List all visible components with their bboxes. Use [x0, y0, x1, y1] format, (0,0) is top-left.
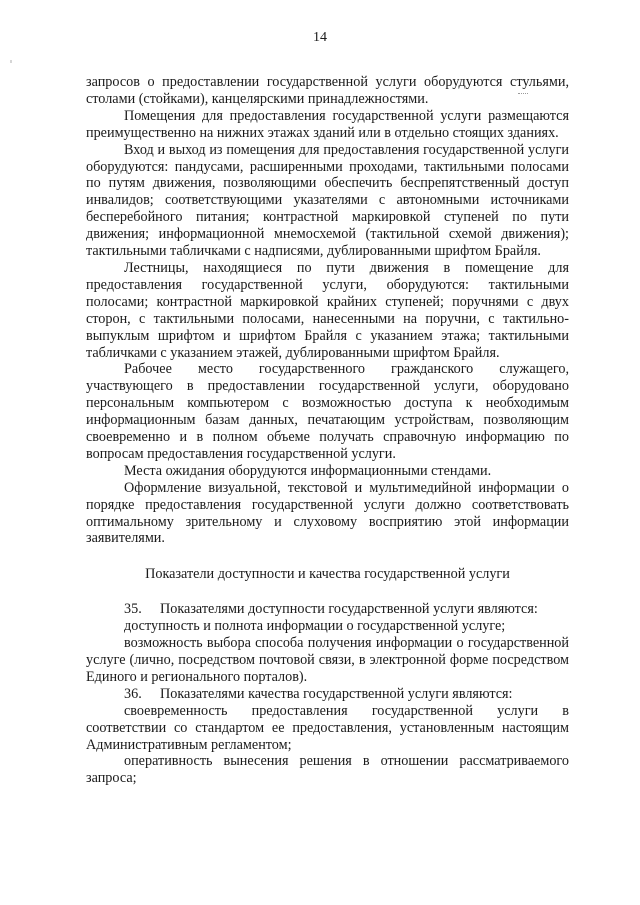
- item-text: Показателями качества государственной услуги являются:: [160, 685, 513, 702]
- paragraph-waiting-stands: Места ожидания оборудуются информационными стендами.: [124, 462, 492, 479]
- item-36: [86, 686, 569, 703]
- paragraph-workplace: Рабочее место государственного гражданского служащего, участвующего в предоставлении государственной услуги, оборудовано персональным компьютером с возможностью доступа к необходимым информационным базам данных, печатающим устройствам, позволяющим своевременно и в полном объеме получать справочную информацию по вопросам предоставления государственной услуги.: [86, 361, 569, 462]
- paragraph-stairs-accessibility: Лестницы, находящиеся по пути движения в помещение для предоставления государственной услуги, оборудуются: тактильными полосами; контрастной маркировкой крайних ступеней; поручнями с двух сторон, с тактильными полосами, нанесенными на поручни, с тактильно-выпуклым шрифтом и шрифтом Брайля с указанием этажа; тактильными табличками с указанием этажей, дублированными шрифтом Брайля.: [86, 259, 569, 361]
- paragraph-premises-location: Помещения для предоставления государственной услуги размещаются преимущественно на нижних этажах зданий или в отдельно стоящих зданиях.: [86, 107, 569, 141]
- scan-artifact: [518, 93, 528, 97]
- paragraph-entrance-accessibility: Вход и выход из помещения для предоставления государственной услуги оборудуются: пандусами, расширенными проходами, тактильными полосами по путям движения, позволяющими обеспечить беспрепятственный доступ инвалидов; соответствующими указателями с автономными источниками бесперебойного питания; контрастной маркировкой ступеней по пути движения; информационной мнемосхемой (тактильной схемой движения); тактильными табличками с надписями, дублированными шрифтом Брайля.: [86, 141, 569, 260]
- scan-artifact: [10, 60, 12, 63]
- list-item: оперативность вынесения решения в отношении рассматриваемого запроса;: [86, 753, 569, 787]
- paragraph-waiting-furniture: запросов о предоставлении государственной услуги оборудуются стульями, столами (стойками), канцелярскими принадлежностями.: [86, 74, 569, 107]
- list-item: своевременность предоставления государственной услуги в соответствии со стандартом ее предоставления, установленным настоящим Административным регламентом;: [86, 702, 569, 753]
- item-35: [86, 601, 569, 618]
- item-text: Показателями доступности государственной услуги являются:: [160, 601, 538, 618]
- list-item: возможность выбора способа получения информации о государственной услуге (лично, посредством почтовой связи, в электронной форме посредством Единого и регионального порталов).: [86, 635, 569, 685]
- item-number: 35.: [124, 601, 142, 618]
- paragraph-information-design: Оформление визуальной, текстовой и мультимедийной информации о порядке предоставления государственной услуги должно соответствовать оптимальному зрительному и слуховому восприятию этой информации заявителями.: [86, 479, 569, 547]
- document-body: [86, 74, 569, 787]
- item-number: 36.: [124, 685, 142, 702]
- page-number: 14: [313, 30, 327, 45]
- list-item: доступность и полнота информации о государственной услуге;: [124, 618, 506, 635]
- section-heading: Показатели доступности и качества государственной услуги: [145, 566, 510, 583]
